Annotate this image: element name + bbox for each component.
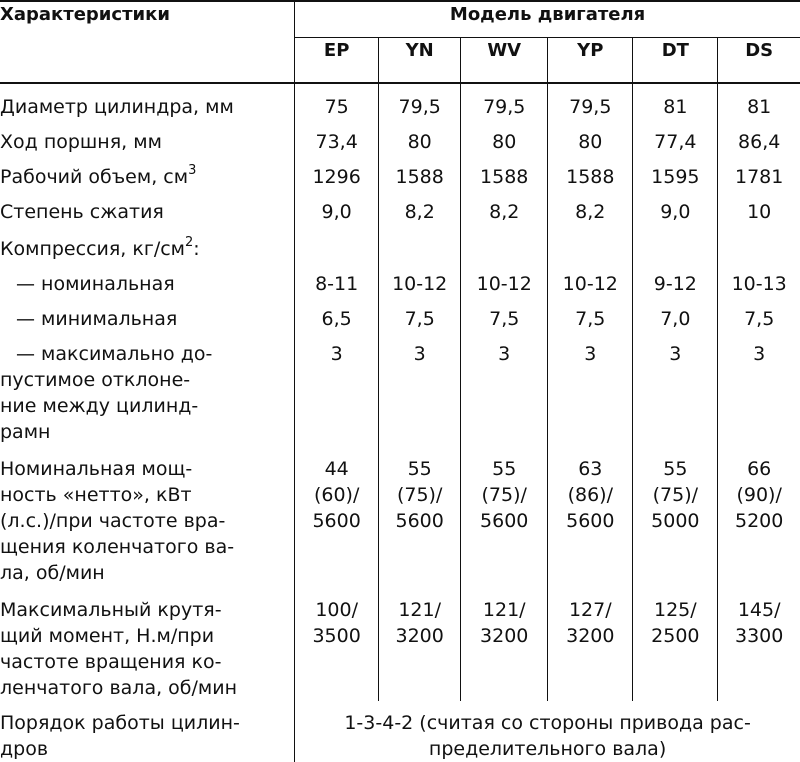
row-firing-order	[0, 701, 800, 762]
label-line: Номинальная мощ-	[0, 458, 193, 480]
table-cell: 7,5	[548, 297, 633, 332]
table-cell: 3	[461, 332, 548, 445]
table-cell	[295, 586, 379, 701]
table-cell	[718, 586, 800, 701]
cell-line: (75)/	[396, 484, 443, 506]
row-label	[0, 701, 295, 762]
table-cell	[379, 225, 461, 262]
cell-line: 63	[578, 458, 603, 480]
table-cell: 3	[295, 332, 379, 445]
row-compression-minimal	[0, 297, 800, 332]
cell-line: (75)/	[652, 484, 699, 506]
header-engine-model: Модель двигателя	[295, 1, 800, 37]
label-line: ние между цилинд-	[0, 395, 199, 417]
superscript: 3	[188, 162, 197, 178]
table-cell: 10-13	[731, 273, 787, 295]
table-cell	[548, 225, 633, 262]
cell-line: 5000	[651, 510, 700, 532]
table-cell: 86,4	[738, 131, 781, 153]
model-code-yn: YN	[379, 37, 461, 83]
row-label-suffix: :	[193, 238, 200, 260]
table-cell: 73,4	[295, 120, 379, 155]
firing-order-value	[295, 701, 800, 762]
table-cell: 10-12	[461, 262, 548, 297]
table-cell	[461, 445, 548, 586]
label-line: щий момент, Н.м/при	[0, 625, 215, 647]
row-label	[0, 262, 295, 297]
row-label	[0, 586, 295, 701]
table-cell: 81	[747, 96, 772, 118]
table-cell: 80	[379, 120, 461, 155]
table-cell: 3	[548, 332, 633, 445]
cell-line: 2500	[651, 625, 700, 647]
cell-line: 3500	[312, 625, 361, 647]
row-label-text: Компрессия, кг/см	[0, 238, 186, 260]
cell-line: 125/	[654, 599, 697, 621]
label-line: частоте вращения ко-	[0, 651, 222, 673]
table-cell: 8,2	[461, 190, 548, 225]
row-compression-ratio	[0, 190, 800, 225]
table-cell: 10	[747, 201, 772, 223]
model-code-wv: WV	[461, 37, 548, 83]
row-label-text: — номинальная	[16, 273, 175, 295]
table-cell	[295, 225, 379, 262]
cell-line: 5600	[480, 510, 529, 532]
table-cell: 7,5	[744, 308, 775, 330]
table-cell: 80	[548, 120, 633, 155]
row-torque	[0, 586, 800, 701]
header-characteristics: Характеристики	[0, 1, 295, 83]
table-cell	[718, 225, 800, 262]
table-cell	[461, 225, 548, 262]
row-stroke	[0, 120, 800, 155]
table-cell: 3	[633, 332, 718, 445]
cell-line: 121/	[398, 599, 442, 621]
table-cell: 1588	[548, 155, 633, 190]
table-cell	[633, 445, 718, 586]
cell-line: 1-3-4-2 (считая со стороны привода рас-	[344, 712, 751, 734]
label-line: пустимое отклоне-	[0, 369, 191, 391]
cell-line: 145/	[737, 599, 781, 621]
table-cell: 9-12	[633, 262, 718, 297]
cell-line: 44	[324, 458, 349, 480]
label-line: ленчатого вала, об/мин	[0, 677, 238, 699]
label-line: ность «нетто», кВт	[0, 484, 192, 506]
table-cell: 9,0	[633, 190, 718, 225]
row-compression-max-deviation	[0, 332, 800, 445]
table-cell	[548, 586, 633, 701]
table-cell	[295, 445, 379, 586]
table-cell	[461, 586, 548, 701]
cell-line: 3200	[395, 625, 444, 647]
row-label	[0, 155, 295, 190]
label-line: Порядок работы цилин-	[0, 712, 240, 734]
table-cell: 7,0	[633, 297, 718, 332]
cell-line: 127/	[568, 599, 612, 621]
cell-line: (90)/	[736, 484, 782, 506]
row-label	[0, 445, 295, 586]
superscript: 2	[185, 234, 194, 250]
row-compression-nominal	[0, 262, 800, 297]
cell-line: 55	[663, 458, 688, 480]
label-line: ла, об/мин	[0, 562, 105, 584]
table-cell: 79,5	[379, 83, 461, 120]
label-line: (л.с.)/при частоте вра-	[0, 510, 226, 532]
row-label	[0, 225, 295, 262]
row-label: Диаметр цилиндра, мм	[0, 83, 295, 120]
table-cell	[379, 445, 461, 586]
table-cell: 6,5	[295, 297, 379, 332]
model-code-yp: YP	[548, 37, 633, 83]
table-cell: 3	[379, 332, 461, 445]
row-label: Ход поршня, мм	[0, 120, 295, 155]
table-cell: 1588	[379, 155, 461, 190]
row-label-text: Рабочий объем, см	[0, 166, 189, 188]
table-cell: 79,5	[548, 83, 633, 120]
cell-line: (60)/	[313, 484, 360, 506]
cell-line: 55	[407, 458, 432, 480]
cell-line: 66	[747, 458, 772, 480]
cell-line: 5600	[312, 510, 361, 532]
table-cell: 1595	[633, 155, 718, 190]
cell-line: 100/	[315, 599, 358, 621]
model-code-dt: DT	[633, 37, 718, 83]
table-cell: 7,5	[379, 297, 461, 332]
label-line: дров	[0, 738, 49, 760]
table-cell: 80	[461, 120, 548, 155]
row-label	[0, 332, 295, 445]
label-line: рамн	[0, 421, 51, 443]
row-label: Степень сжатия	[0, 190, 295, 225]
row-label	[0, 297, 295, 332]
table-cell: 3	[753, 343, 766, 365]
table-cell: 7,5	[461, 297, 548, 332]
model-code-ds: DS	[718, 37, 800, 83]
table-cell	[718, 445, 800, 586]
cell-line: 5600	[566, 510, 615, 532]
label-line: щения коленчатого ва-	[0, 536, 235, 558]
table-cell: 9,0	[295, 190, 379, 225]
label-line: Максимальный крутя-	[0, 599, 222, 621]
row-power	[0, 445, 800, 586]
table-cell: 1588	[461, 155, 548, 190]
cell-line: 5200	[735, 510, 784, 532]
cell-line: 3300	[735, 625, 784, 647]
table-cell	[633, 225, 718, 262]
cell-line: (86)/	[567, 484, 613, 506]
table-cell	[633, 586, 718, 701]
table-cell: 77,4	[633, 120, 718, 155]
table-cell: 8,2	[548, 190, 633, 225]
cell-line: пределительного вала)	[428, 738, 667, 760]
label-line: — максимально до-	[16, 343, 213, 365]
row-label-text: — минимальная	[16, 308, 178, 330]
row-displacement	[0, 155, 800, 190]
cell-line: 5600	[395, 510, 444, 532]
table-cell: 10-12	[548, 262, 633, 297]
table-cell: 81	[633, 83, 718, 120]
cell-line: 121/	[482, 599, 526, 621]
table-cell: 8-11	[295, 262, 379, 297]
row-compression-header	[0, 225, 800, 262]
table-cell: 1296	[295, 155, 379, 190]
table-cell: 75	[295, 83, 379, 120]
cell-line: 55	[492, 458, 517, 480]
row-bore	[0, 83, 800, 120]
table-cell	[379, 586, 461, 701]
table-cell: 79,5	[461, 83, 548, 120]
table-cell: 1781	[735, 166, 784, 188]
table-cell: 10-12	[379, 262, 461, 297]
cell-line: 3200	[566, 625, 615, 647]
cell-line: (75)/	[481, 484, 527, 506]
cell-line: 3200	[480, 625, 529, 647]
table-cell: 8,2	[379, 190, 461, 225]
model-code-ep: EP	[295, 37, 379, 83]
table-cell	[548, 445, 633, 586]
